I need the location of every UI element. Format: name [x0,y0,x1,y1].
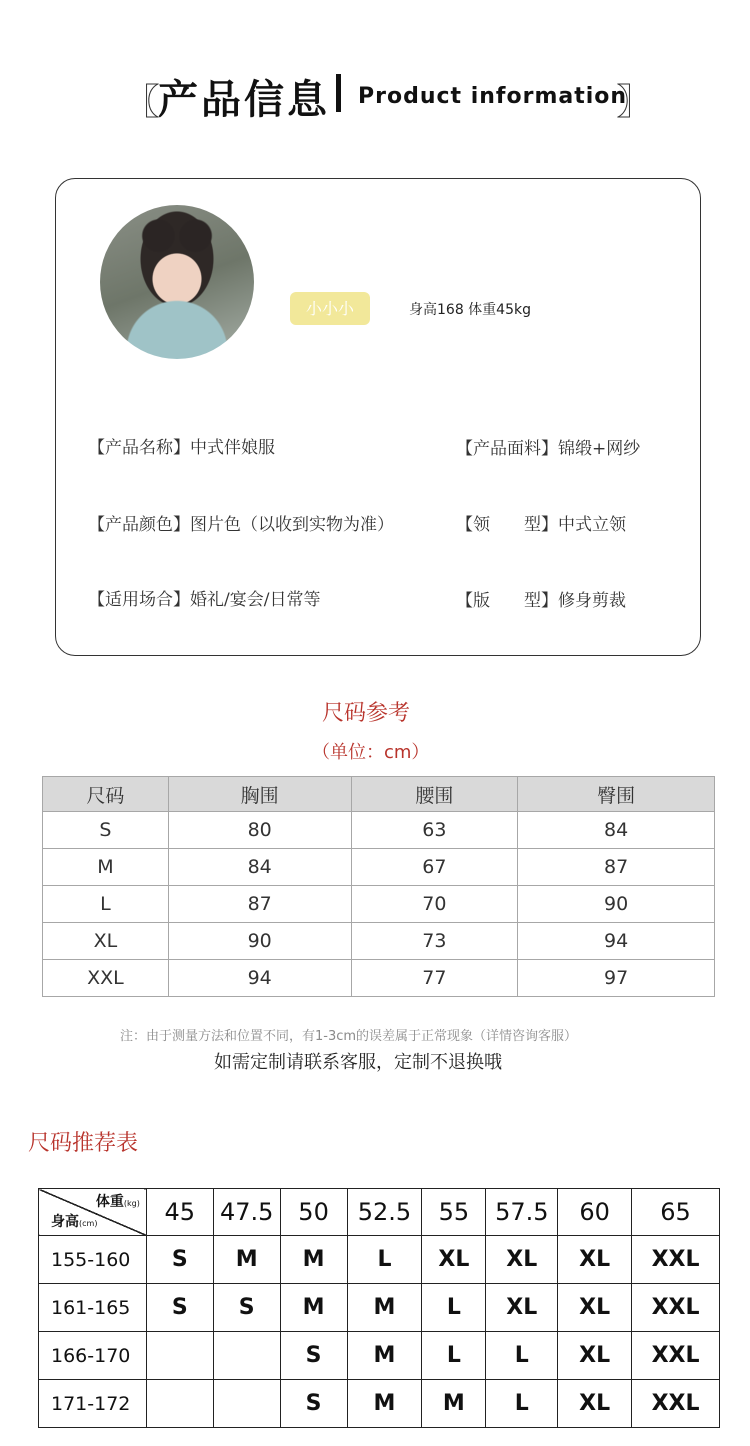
page-title-en: Product information [358,84,628,109]
bracket-left: 〖 [124,82,161,123]
height-cell: 161-165 [39,1284,147,1332]
measurement-note: 注：由于测量方法和位置不同，有1-3cm的误差属于正常现象（详情咨询客服） [120,1029,578,1044]
size-cell: XXL [43,960,169,997]
model-avatar [100,205,254,359]
size-cell: S [280,1380,347,1428]
waist-cell: 70 [351,886,518,923]
size-cell: S [213,1284,280,1332]
size-cell: L [347,1236,422,1284]
model-name-badge: 小小小 [290,292,370,325]
table-row [39,1380,720,1428]
hip-cell: 84 [518,812,715,849]
header-cell: 腰围 [351,777,518,812]
diagonal-header-cell [39,1189,147,1236]
header-cell: 臀围 [518,777,715,812]
waist-cell: 77 [351,960,518,997]
height-axis-label: 身高(cm) [51,1214,98,1230]
info-fit: 【版 型】修身剪裁 [456,591,626,611]
size-cell: XL [43,923,169,960]
size-cell: XL [558,1332,632,1380]
table-row [43,923,715,960]
size-cell: XL [486,1284,558,1332]
size-cell: M [280,1236,347,1284]
height-cell: 171-172 [39,1380,147,1428]
size-cell [146,1332,213,1380]
size-cell: XXL [632,1236,720,1284]
info-fabric: 【产品面料】锦缎+网纱 [456,439,641,459]
table-row [43,960,715,997]
waist-cell: 73 [351,923,518,960]
size-reference-title: 尺码参考 [322,701,411,726]
size-cell: L [43,886,169,923]
size-cell: L [422,1332,486,1380]
size-cell: XXL [632,1332,720,1380]
weight-cell: 55 [422,1189,486,1236]
size-cell: S [280,1332,347,1380]
size-cell [213,1332,280,1380]
table-row [43,849,715,886]
size-cell: M [280,1284,347,1332]
weight-cell: 60 [558,1189,632,1236]
header-cell: 胸围 [168,777,351,812]
size-cell: XL [558,1284,632,1332]
page-title-cn: 产品信息 [158,77,330,123]
weight-cell: 57.5 [486,1189,558,1236]
size-cell: L [486,1332,558,1380]
size-cell: S [146,1236,213,1284]
size-cell: XL [558,1236,632,1284]
size-cell: XXL [632,1284,720,1332]
waist-cell: 67 [351,849,518,886]
weight-cell: 45 [146,1189,213,1236]
bust-cell: 87 [168,886,351,923]
hip-cell: 97 [518,960,715,997]
size-cell: L [486,1380,558,1428]
table-row [43,812,715,849]
size-table [42,776,715,997]
bust-cell: 90 [168,923,351,960]
weight-cell: 52.5 [347,1189,422,1236]
weight-cell: 50 [280,1189,347,1236]
header-cell: 尺码 [43,777,169,812]
table-row [39,1236,720,1284]
hip-cell: 94 [518,923,715,960]
size-cell: S [43,812,169,849]
bust-cell: 80 [168,812,351,849]
model-stats: 身高168 体重45kg [409,302,531,318]
weight-cell: 65 [632,1189,720,1236]
weight-axis-label: 体重(kg) [95,1194,140,1210]
size-cell: M [347,1380,422,1428]
size-cell: M [213,1236,280,1284]
size-cell: M [347,1284,422,1332]
size-cell [146,1380,213,1428]
size-reference-unit: （单位：cm） [312,742,430,763]
size-cell: XL [558,1380,632,1428]
size-recommend-title: 尺码推荐表 [28,1131,139,1156]
size-cell [213,1380,280,1428]
table-row [43,886,715,923]
waist-cell: 63 [351,812,518,849]
size-cell: XL [486,1236,558,1284]
bracket-right: 〗 [616,82,653,123]
size-cell: S [146,1284,213,1332]
bust-cell: 94 [168,960,351,997]
info-product-name: 【产品名称】中式伴娘服 [88,438,275,458]
info-color: 【产品颜色】图片色（以收到实物为准） [88,515,394,535]
size-table-header [43,777,715,812]
weight-header-row [39,1189,720,1236]
hip-cell: 87 [518,849,715,886]
info-occasion: 【适用场合】婚礼/宴会/日常等 [88,590,321,610]
table-row [39,1332,720,1380]
height-cell: 155-160 [39,1236,147,1284]
size-cell: XXL [632,1380,720,1428]
size-cell: M [422,1380,486,1428]
bust-cell: 84 [168,849,351,886]
size-cell: M [347,1332,422,1380]
weight-cell: 47.5 [213,1189,280,1236]
size-cell: XL [422,1236,486,1284]
hip-cell: 90 [518,886,715,923]
table-row [39,1284,720,1332]
size-cell: L [422,1284,486,1332]
title-divider [336,74,341,112]
height-cell: 166-170 [39,1332,147,1380]
info-collar: 【领 型】中式立领 [456,515,626,535]
custom-order-note: 如需定制请联系客服，定制不退换哦 [214,1052,502,1073]
size-recommend-table [38,1188,720,1428]
size-cell: M [43,849,169,886]
